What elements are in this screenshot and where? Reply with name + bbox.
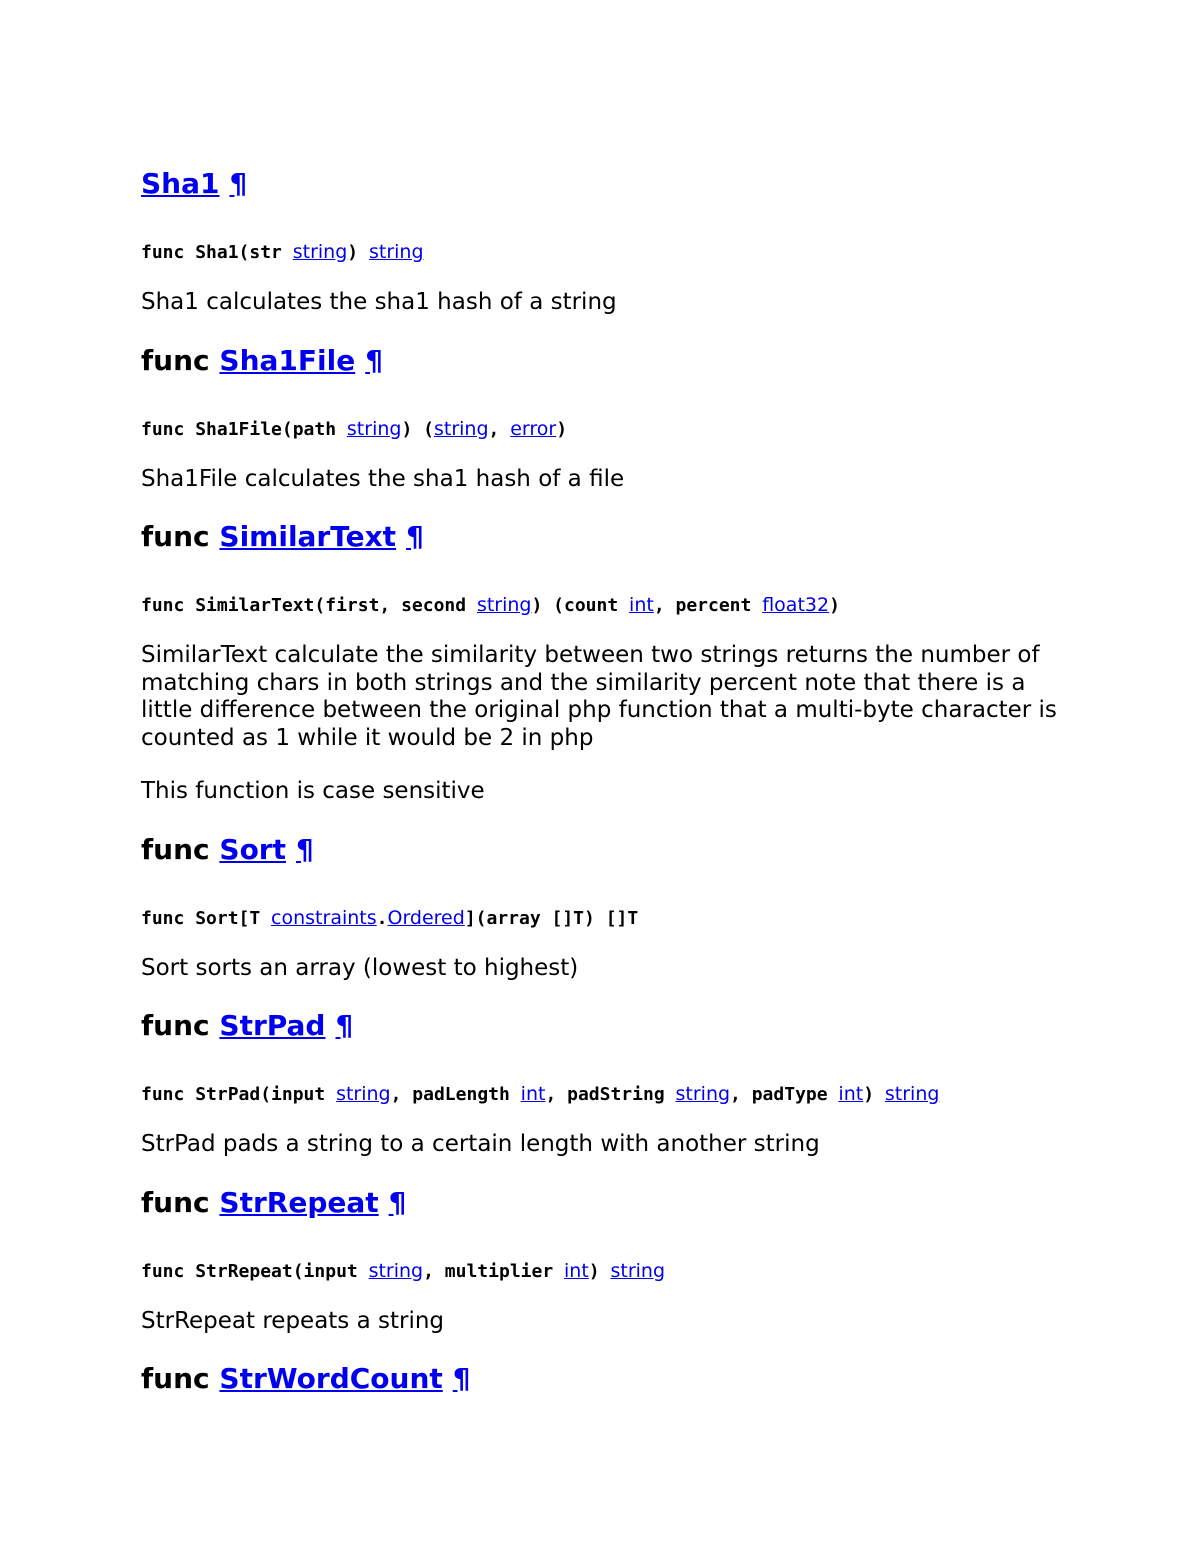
type-link-string[interactable]: string: [292, 241, 348, 263]
description-sort: Sort sorts an array (lowest to highest): [141, 954, 579, 981]
type-link-string[interactable]: string: [433, 417, 489, 440]
heading-similartext: func SimilarText ¶: [141, 520, 424, 553]
type-link-int[interactable]: int: [520, 1083, 546, 1105]
type-link-string[interactable]: string: [368, 241, 424, 263]
description-strpad: StrPad pads a string to a certain length with another string: [141, 1131, 820, 1157]
type-link-string[interactable]: string: [675, 1083, 731, 1105]
type-link-string[interactable]: string: [336, 1083, 391, 1105]
type-link-string[interactable]: string: [610, 1259, 666, 1282]
type-link-string[interactable]: string: [476, 594, 532, 616]
type-link-string[interactable]: string: [368, 1259, 424, 1282]
permalink-strwordcount[interactable]: ¶: [452, 1362, 471, 1395]
type-link-ordered[interactable]: Ordered: [387, 906, 465, 929]
type-link-int[interactable]: int: [564, 1259, 589, 1282]
heading-strpad: func StrPad ¶: [141, 1009, 354, 1042]
signature-sha1file: func Sha1File(path string) (string, error): [141, 417, 568, 440]
description-sha1: Sha1 calculates the sha1 hash of a string: [141, 289, 617, 315]
heading-link-similartext[interactable]: SimilarText: [219, 520, 397, 553]
document-page: [141, 162, 1071, 1401]
heading-sha1: [141, 162, 1071, 206]
type-link-string[interactable]: string: [346, 417, 402, 440]
heading-strwordcount: func StrWordCount ¶: [141, 1362, 471, 1395]
permalink-sha1file[interactable]: ¶: [365, 343, 384, 377]
heading-link-strwordcount[interactable]: StrWordCount: [219, 1362, 443, 1395]
description-similartext-note: This function is case sensitive: [141, 778, 485, 804]
description-similartext: SimilarText calculate the similarity between two strings returns the number of matching chars in both strings and the similarity percent note that there is a little difference between the original php function that a multi-byte character is counted as 1 while it would be 2 in php: [141, 642, 1057, 751]
description-strrepeat: StrRepeat repeats a string: [141, 1307, 445, 1334]
signature-strpad: func StrPad(input string, padLength int, padString string, padType int) string: [141, 1083, 940, 1105]
permalink-strpad[interactable]: ¶: [335, 1009, 354, 1042]
heading-link-strrepeat[interactable]: StrRepeat: [219, 1185, 379, 1219]
heading-sort: func Sort ¶: [141, 832, 314, 866]
signature-similartext: func SimilarText(first, second string) (count int, percent float32): [141, 594, 840, 616]
type-link-int[interactable]: int: [629, 594, 654, 616]
description-sha1file: Sha1File calculates the sha1 hash of a file: [141, 465, 625, 492]
heading-link-sha1[interactable]: Sha1: [141, 167, 220, 200]
heading-sha1file: func Sha1File ¶: [141, 343, 384, 377]
heading-link-strpad[interactable]: StrPad: [219, 1009, 326, 1042]
signature-strrepeat: func StrRepeat(input string, multiplier int) string: [141, 1259, 666, 1282]
permalink-sort[interactable]: ¶: [296, 832, 314, 866]
type-link-error[interactable]: error: [510, 417, 557, 440]
signature-sha1: func Sha1(str string) string: [141, 241, 424, 263]
signature-sort: func Sort[T constraints.Ordered](array []T) []T: [141, 906, 639, 929]
type-link-int[interactable]: int: [838, 1083, 864, 1105]
package-link-constraints[interactable]: constraints: [271, 906, 377, 929]
permalink-similartext[interactable]: ¶: [406, 520, 424, 553]
heading-link-sort[interactable]: Sort: [219, 832, 287, 866]
heading-strrepeat: func StrRepeat ¶: [141, 1185, 407, 1219]
type-link-float32[interactable]: float32: [762, 594, 830, 616]
type-link-string[interactable]: string: [884, 1083, 940, 1105]
heading-link-sha1file[interactable]: Sha1File: [219, 343, 356, 377]
permalink-strrepeat[interactable]: ¶: [388, 1185, 407, 1219]
permalink-sha1[interactable]: ¶: [229, 167, 248, 200]
